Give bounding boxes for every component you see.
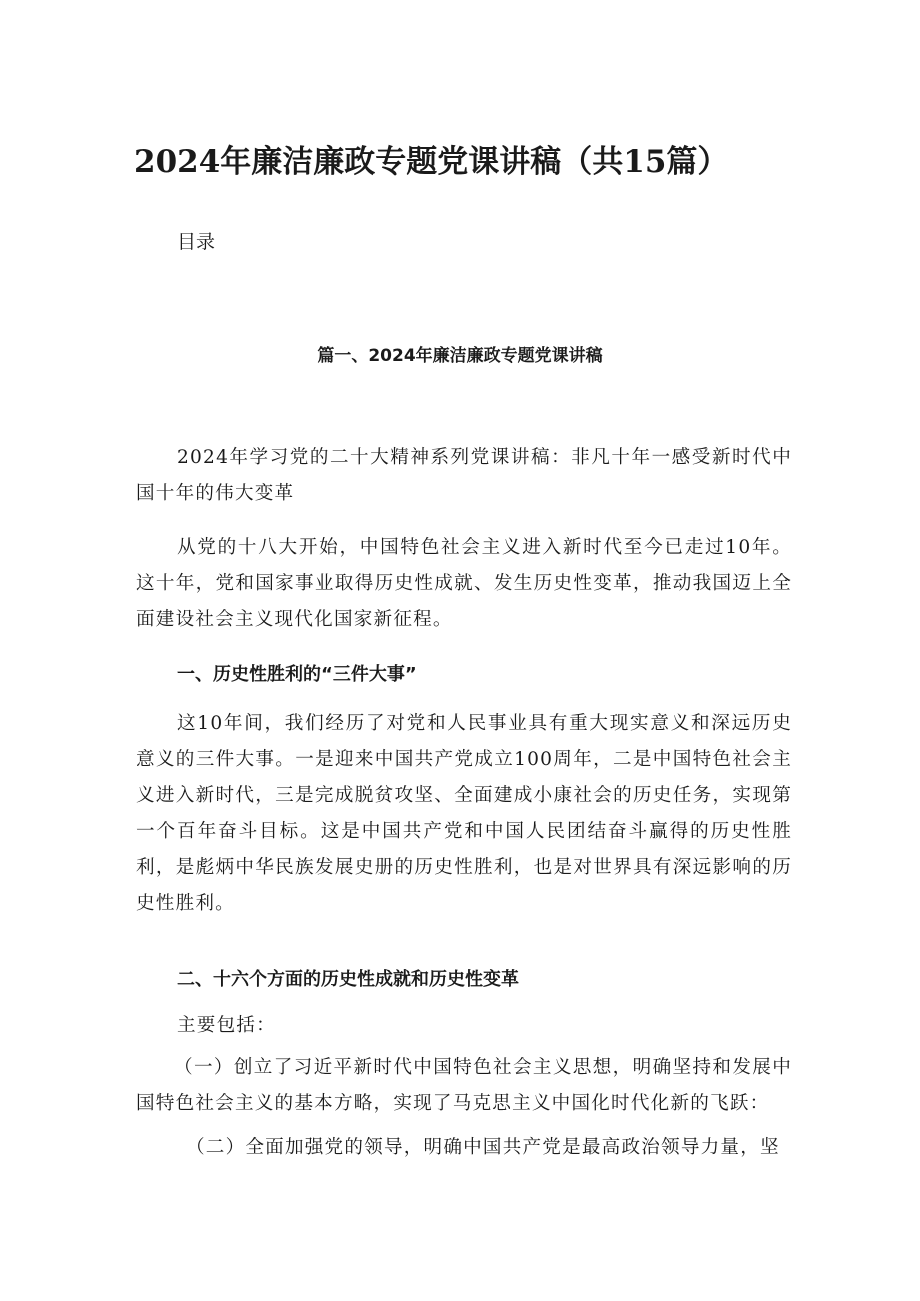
paragraph-three-events: 这10年间，我们经历了对党和人民事业具有重大现实意义和深远历史意义的三件大事。一是迎来中国共产党成立100周年，二是中国特色社会主义进入新时代，三是完成脱贫攻坚、全面建成小康社会的历史任务，实现第一个百年奋斗目标。这是中国共产党和中国人民团结奋斗赢得的历史性胜利，是彪炳中华民族发展史册的历史性胜利，也是对世界具有深远影响的历史性胜利。 [136,713,792,914]
toc-label: 目录 [177,231,216,253]
paragraph-item-one: （一）创立了习近平新时代中国特色社会主义思想，明确坚持和发展中国特色社会主义的基本方略，实现了马克思主义中国化时代化新的飞跃： [136,1057,792,1114]
paragraph-intro: 2024年学习党的二十大精神系列党课讲稿：非凡十年一感受新时代中国十年的伟大变革 [136,447,792,504]
chapter-title: 篇一、2024年廉洁廉政专题党课讲稿 [317,346,603,366]
section-heading-sixteen-aspects: 二、十六个方面的历史性成就和历史性变革 [177,969,519,990]
document-title: 2024年廉洁廉政专题党课讲稿（共15篇） [134,144,729,180]
section-heading-three-events: 一、历史性胜利的“三件大事” [177,664,417,685]
paragraph-item-two: （二）全面加强党的领导，明确中国共产党是最高政治领导力量，坚 [186,1137,780,1158]
paragraph-main-include: 主要包括： [177,1015,276,1036]
paragraph-decade: 从党的十八大开始，中国特色社会主义进入新时代至今已走过10年。这十年，党和国家事业取得历史性成就、发生历史性变革，推动我国迈上全面建设社会主义现代化国家新征程。 [136,537,792,630]
